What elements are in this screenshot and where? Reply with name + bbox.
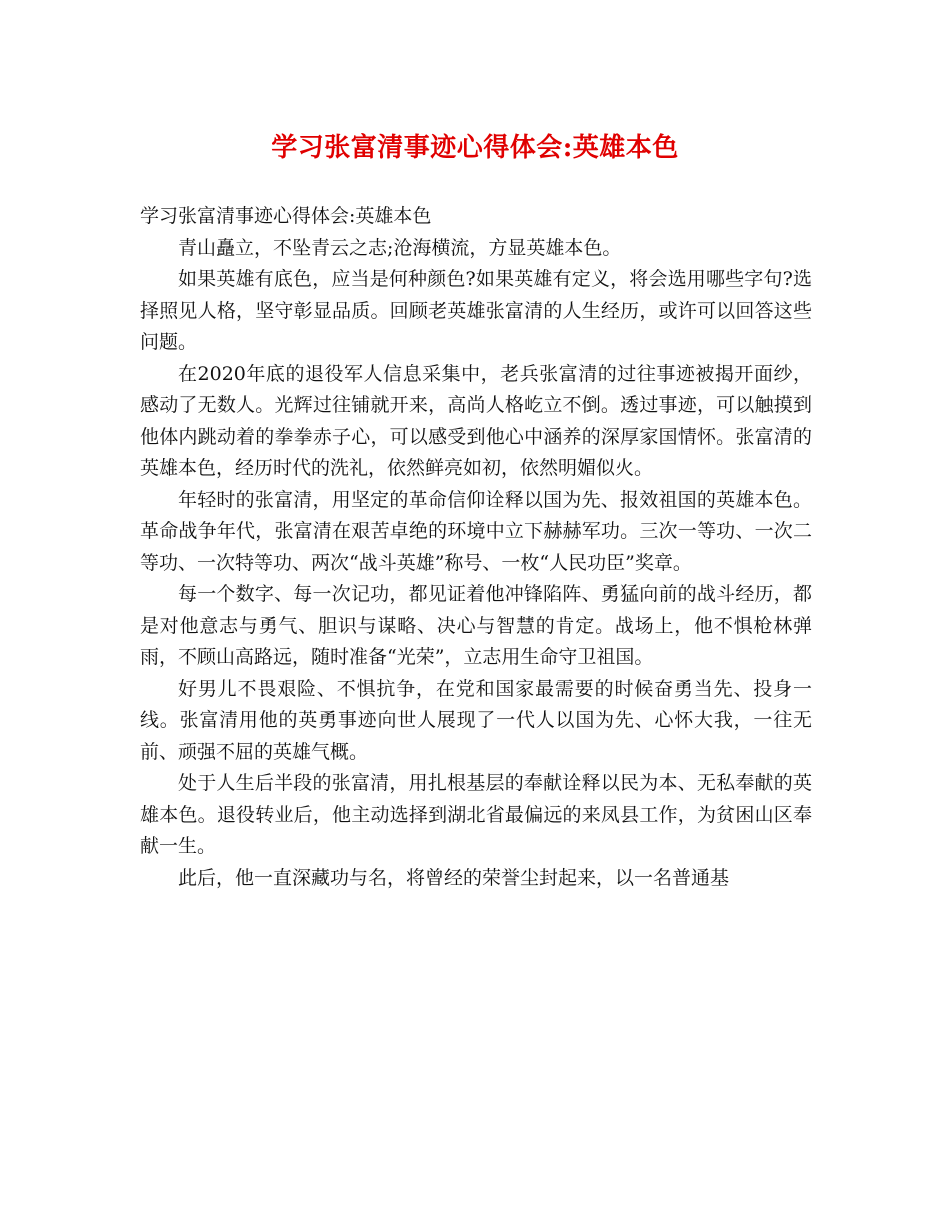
body-paragraph: 处于人生后半段的张富清，用扎根基层的奉献诠释以民为本、无私奉献的英雄本色。退役转业后，他主动选择到湖北省最偏远的来凤县工作，为贫困山区奉献一生。: [140, 772, 812, 857]
body-paragraph: 每一个数字、每一次记功，都见证着他冲锋陷阵、勇猛向前的战斗经历，都是对他意志与勇气、胆识与谋略、决心与智慧的肯定。战场上，他不惧枪林弹雨，不顾山高路远，随时准备“光荣”，立志用生命守卫祖国。: [140, 583, 812, 668]
body-paragraph: 好男儿不畏艰险、不惧抗争，在党和国家最需要的时候奋勇当先、投身一线。张富清用他的英勇事迹向世人展现了一代人以国为先、心怀大我，一往无前、顽强不屈的英雄气概。: [140, 677, 812, 763]
document-body: [140, 201, 812, 894]
body-paragraph: 此后，他一直深藏功与名，将曾经的荣誉尘封起来，以一名普通基: [178, 866, 730, 889]
subtitle-paragraph: 学习张富清事迹心得体会:英雄本色: [140, 205, 432, 227]
document-title: 学习张富清事迹心得体会:英雄本色: [271, 133, 679, 163]
body-paragraph: 年轻时的张富清，用坚定的革命信仰诠释以国为先、报效祖国的英雄本色。革命战争年代，张富清在艰苦卓绝的环境中立下赫赫军功。三次一等功、一次二等功、一次特等功、两次“战斗英雄”称号、一枚“人民功臣”奖章。: [140, 488, 812, 574]
body-paragraph: 青山矗立，不坠青云之志;沧海横流，方显英雄本色。: [178, 236, 622, 259]
body-paragraph: 在2020年底的退役军人信息采集中，老兵张富清的过往事迹被揭开面纱，感动了无数人。光辉过往铺就开来，高尚人格屹立不倒。透过事迹，可以触摸到他体内跳动着的拳拳赤子心，可以感受到他心中涵养的深厚家国情怀。张富清的英雄本色，经历时代的洗礼，依然鲜亮如初，依然明媚似火。: [140, 362, 812, 479]
body-paragraph: 如果英雄有底色，应当是何种颜色?如果英雄有定义，将会选用哪些字句?选择照见人格，坚守彰显品质。回顾老英雄张富清的人生经历，或许可以回答这些问题。: [140, 268, 812, 353]
